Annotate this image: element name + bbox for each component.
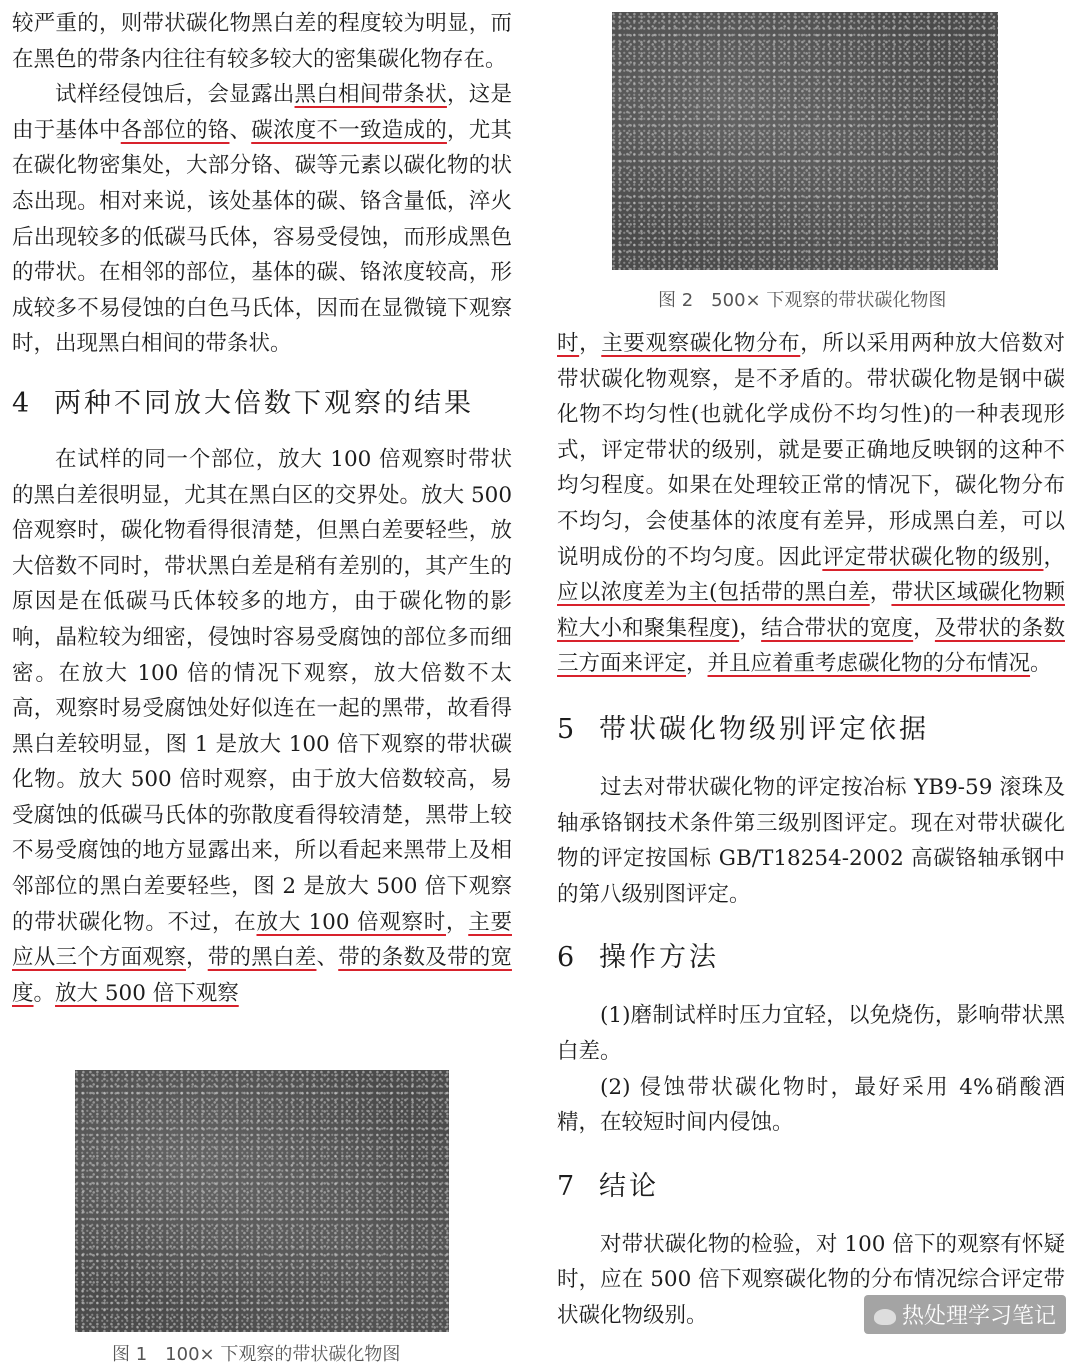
right-column xyxy=(557,326,1065,1333)
text-run: ，这是由于基体中 xyxy=(12,82,512,143)
section-4-heading xyxy=(12,384,512,424)
section-number: 6 xyxy=(557,942,575,974)
underlined-phrase: 应以浓度差为主(包括带的黑白差 xyxy=(557,580,870,606)
text-run: ， xyxy=(913,615,935,641)
text-run: ， xyxy=(739,615,762,641)
text-run: 、 xyxy=(316,945,339,971)
underlined-phrase: 结合带状的宽度 xyxy=(761,615,914,641)
watermark-text: 热处理学习笔记 xyxy=(901,1304,1056,1329)
text-run: 。 xyxy=(33,980,56,1006)
underlined-phrase: 并且应着重考虑碳化物的分布情况 xyxy=(707,651,1031,677)
paragraph-section-6-item-1: (1)磨制试样时压力宜轻，以免烧伤，影响带状黑白差。 xyxy=(557,1003,1065,1064)
underlined-phrase: 主要应从三个方面观察 xyxy=(12,909,512,971)
section-number: 7 xyxy=(557,1170,575,1202)
text-run: ，所以采用两种放大倍数对带状碳化物观察，是不矛盾的。带状碳化物是钢中碳化物不均匀性(也就化学成份不均匀性)的一种表现形式，评定带状的级别，就是要正确地反映钢的这种不均匀程度。如果在处理较正常的情况下，碳化物分布不均匀，会使基体的浓度有差异，形成黑白差，可以说明成份的不均匀度。因此 xyxy=(557,331,1065,570)
figure-1-caption: 图 1 100× 下观察的带状碳化物图 xyxy=(112,1344,401,1365)
section-6-heading xyxy=(557,938,1065,978)
text-run: ， xyxy=(686,651,708,677)
underlined-phrase: 带状区域碳化物颗粒大小和聚集程度) xyxy=(557,580,1065,641)
text-run: ， xyxy=(1043,544,1065,570)
paragraph-section-6-item-2: (2) 侵蚀带状碳化物时，最好采用 4%硝酸酒精，在较短时间内侵蚀。 xyxy=(557,1074,1065,1136)
figure-1-micrograph xyxy=(75,1070,449,1332)
paragraph-top: 较严重的，则带状碳化物黑白差的程度较为明显，而在黑色的带条内往往有较多较大的密集碳化物存在。 xyxy=(12,11,512,72)
text-run: 试样经侵蚀后，会显露出 xyxy=(55,82,295,108)
underlined-phrase: 黑白相间带条状 xyxy=(294,82,447,108)
paragraph-section-7: 对带状碳化物的检验，对 100 倍下的观察有怀疑时，应在 500 倍下观察碳化物的分布情况综合评定带状碳化物级别。 xyxy=(557,1231,1065,1328)
underlined-phrase: 带的条数及带的宽度 xyxy=(12,945,512,1006)
underlined-phrase: 及带状的条数三方面来评定 xyxy=(557,615,1065,677)
text-run: ， xyxy=(446,909,469,935)
underlined-phrase: 带的黑白差 xyxy=(207,945,317,971)
text-run: 。 xyxy=(1030,651,1052,677)
paragraph-continued xyxy=(557,326,1065,682)
paragraph-section-5: 过去对带状碳化物的评定按冶标 YB9-59 滚珠及轴承铬钢技术条件第三级别图评定。现在对带状碳化物的评定按国标 GB/T18254-2002 高碳铬轴承钢中的第八级别图评定。 xyxy=(557,774,1065,907)
underlined-phrase: 时 xyxy=(557,331,580,356)
section-7-heading xyxy=(557,1167,1065,1207)
figure-2-micrograph xyxy=(612,12,998,270)
underlined-phrase: 放大 100 倍观察时 xyxy=(256,909,446,935)
section-number: 4 xyxy=(12,387,30,419)
section-title: 结论 xyxy=(599,1170,659,1202)
watermark-badge xyxy=(864,1295,1066,1334)
text-run: ， xyxy=(869,580,892,606)
underlined-phrase: 主要观察碳化物分布 xyxy=(601,331,801,356)
text-run: 在试样的同一个部位，放大 100 倍观察时带状的黑白差很明显，尤其在黑白区的交界处。放大 500 倍观察时，碳化物看得很清楚，但黑白差要轻些，放大倍数不同时，带状黑白差是稍有差别的，其产生的原因是在低碳马氏体较多的地方，由于碳化物的影响，晶粒较为细密，侵蚀时容易受腐蚀的部位多而细密。在放大 100 倍的情况下观察，放大倍数不太高，观察时易受腐蚀处好似连在一起的黑带，故看得黑白差较明显，图 1 是放大 100 倍下观察的带状碳化物。放大 500 倍时观察，由于放大倍数较高，易受腐蚀的低碳马氏体的弥散度看得较清楚，黑带上较不易受腐蚀的地方显露出来，所以看起来黑带上及相邻部位的黑白差要轻些，图 2 是放大 500 倍下观察的带状碳化物。不过，在 xyxy=(12,446,512,935)
underlined-phrase: 放大 500 倍下观察 xyxy=(55,980,239,1006)
left-column xyxy=(12,0,512,1011)
wechat-icon xyxy=(874,1309,896,1325)
text-run: ， xyxy=(185,945,208,971)
section-title: 操作方法 xyxy=(599,942,719,974)
underlined-phrase: 评定带状碳化物的级别 xyxy=(822,544,1044,570)
text-run: 、 xyxy=(229,117,252,143)
paragraph-etch xyxy=(12,77,512,362)
text-run: ， xyxy=(579,331,602,356)
section-title: 带状碳化物级别评定依据 xyxy=(599,713,929,745)
underlined-phrase: 各部位的铬 xyxy=(120,117,230,143)
text-run: ，尤其在碳化物密集处，大部分铬、碳等元素以碳化物的状态出现。相对来说，该处基体的碳、铬含量低，淬火后出现较多的低碳马氏体，容易受侵蚀，而形成黑色的带状。在相邻的部位，基体的碳、铬浓度较高，形成较多不易侵蚀的白色马氏体，因而在显微镜下观察时，出现黑白相间的带条状。 xyxy=(12,117,512,357)
section-5-heading xyxy=(557,710,1065,750)
section-title: 两种不同放大倍数下观察的结果 xyxy=(54,387,474,419)
paragraph-section-4 xyxy=(12,442,512,1012)
section-number: 5 xyxy=(557,713,575,745)
underlined-phrase: 碳浓度不一致造成的 xyxy=(251,117,447,143)
figure-2-caption: 图 2 500× 下观察的带状碳化物图 xyxy=(658,290,947,311)
